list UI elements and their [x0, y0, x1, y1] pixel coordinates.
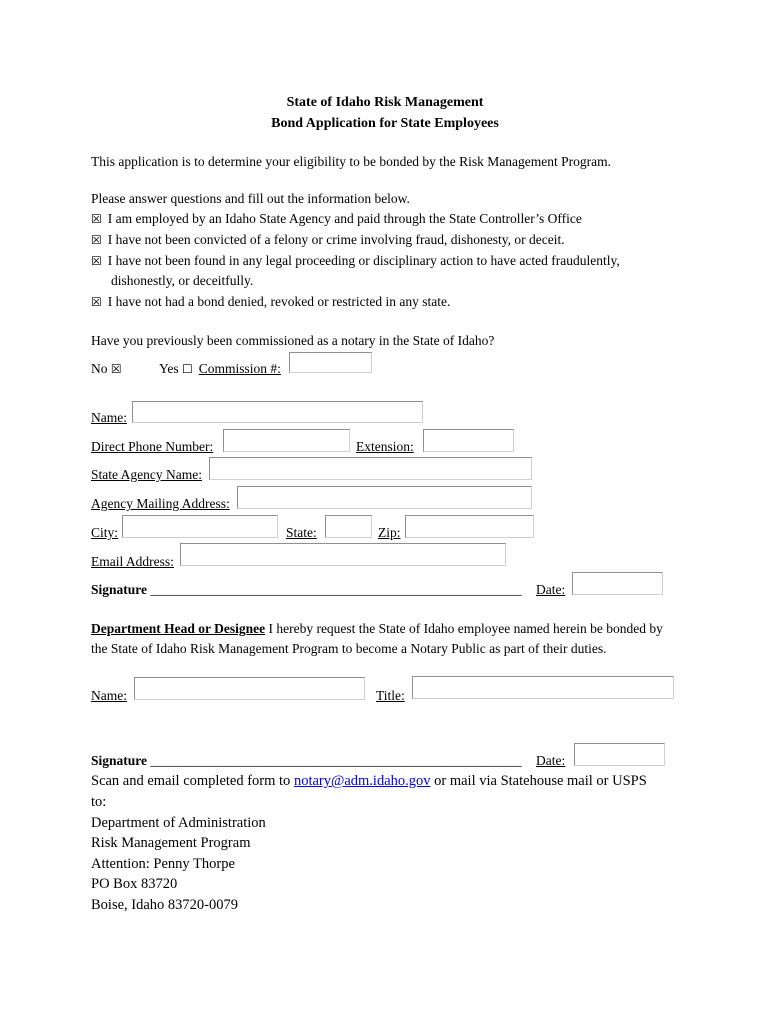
agency-field[interactable] — [209, 457, 532, 480]
phone-field[interactable] — [223, 429, 350, 452]
email-label: Email Address: — [91, 554, 174, 569]
employee-signature-line[interactable] — [91, 582, 522, 598]
state-field[interactable] — [325, 515, 372, 538]
signature-underline: _______________________________________________________ — [150, 753, 522, 768]
address-line: Department of Administration — [91, 815, 266, 831]
address-line: Risk Management Program — [91, 835, 251, 851]
declaration-continuation: dishonestly, or deceitfully. — [111, 273, 254, 288]
notary-question: Have you previously been commissioned as a notary in the State of Idaho? — [91, 333, 495, 348]
form-subtitle: Bond Application for State Employees — [271, 116, 499, 131]
submission-instructions-continued: to: — [91, 794, 107, 810]
designee-signature-line[interactable] — [91, 753, 522, 769]
checked-checkbox-icon[interactable]: ☒ — [91, 233, 102, 247]
department-text: I hereby request the State of Idaho employee named herein be bonded by — [265, 621, 663, 636]
commission-label: Commission #: — [198, 361, 281, 376]
extension-field[interactable] — [423, 429, 514, 452]
extension-label: Extension: — [356, 439, 414, 454]
form-title: State of Idaho Risk Management — [286, 95, 484, 110]
checked-checkbox-icon[interactable]: ☒ — [91, 295, 102, 309]
unchecked-checkbox-icon[interactable]: ☐ — [182, 362, 193, 376]
declaration-label: I have not had a bond denied, revoked or restricted in any state. — [107, 294, 451, 309]
scan-prefix: Scan and email completed form to — [91, 773, 294, 789]
declaration-item — [91, 232, 565, 248]
department-heading: Department Head or Designee — [91, 621, 266, 636]
no-label: No — [91, 361, 108, 376]
employee-date-field[interactable] — [572, 572, 663, 595]
name-field[interactable] — [132, 401, 423, 423]
address-line: PO Box 83720 — [91, 876, 178, 892]
declaration-label: I have not been convicted of a felony or crime involving fraud, dishonesty, or deceit. — [107, 232, 565, 247]
date-label: Date: — [536, 582, 566, 597]
city-label: City: — [91, 525, 119, 540]
email-field[interactable] — [180, 543, 506, 566]
declaration-item — [91, 211, 582, 227]
signature-underline: _______________________________________________________ — [150, 582, 522, 597]
department-text-continued: the State of Idaho Risk Management Program to become a Notary Public as part of their duties. — [91, 641, 607, 656]
zip-field[interactable] — [405, 515, 534, 538]
signature-label: Signature — [91, 582, 148, 597]
instructions-text: Please answer questions and fill out the information below. — [91, 191, 410, 206]
scan-suffix: or mail via Statehouse mail or USPS — [430, 773, 647, 789]
intro-text: This application is to determine your eligibility to be bonded by the Risk Management Program. — [91, 154, 612, 169]
agency-label: State Agency Name: — [91, 467, 202, 482]
submission-instructions — [91, 773, 647, 790]
department-statement — [91, 621, 663, 637]
mailing-address-label: Agency Mailing Address: — [91, 496, 230, 511]
designee-title-field[interactable] — [412, 676, 674, 699]
city-field[interactable] — [122, 515, 278, 538]
address-line: Attention: Penny Thorpe — [91, 856, 235, 872]
designee-date-label: Date: — [536, 753, 566, 768]
address-line: Boise, Idaho 83720-0079 — [91, 897, 238, 913]
designee-date-field[interactable] — [574, 743, 665, 766]
notary-yes-option — [159, 361, 281, 377]
declaration-item — [91, 253, 620, 269]
designee-name-field[interactable] — [134, 677, 365, 700]
commission-number-field[interactable] — [289, 352, 372, 373]
declaration-label: I have not been found in any legal proceeding or disciplinary action to have acted fraudulently, — [107, 253, 620, 268]
state-label: State: — [286, 525, 317, 540]
checked-checkbox-icon[interactable]: ☒ — [110, 362, 122, 376]
notary-no-option — [91, 361, 128, 377]
phone-label: Direct Phone Number: — [91, 439, 214, 454]
designee-title-label: Title: — [376, 688, 405, 703]
name-label: Name: — [91, 410, 127, 425]
email-link[interactable]: notary@adm.idaho.gov — [293, 773, 431, 789]
mailing-address-field[interactable] — [237, 486, 532, 509]
declaration-label: I am employed by an Idaho State Agency and paid through the State Controller’s Office — [107, 211, 582, 226]
yes-label: Yes — [159, 361, 179, 376]
zip-label: Zip: — [378, 525, 401, 540]
designee-name-label: Name: — [91, 688, 127, 703]
checked-checkbox-icon[interactable]: ☒ — [91, 212, 102, 226]
declaration-item — [91, 294, 450, 310]
checked-checkbox-icon[interactable]: ☒ — [91, 254, 102, 268]
signature-label: Signature — [91, 753, 148, 768]
